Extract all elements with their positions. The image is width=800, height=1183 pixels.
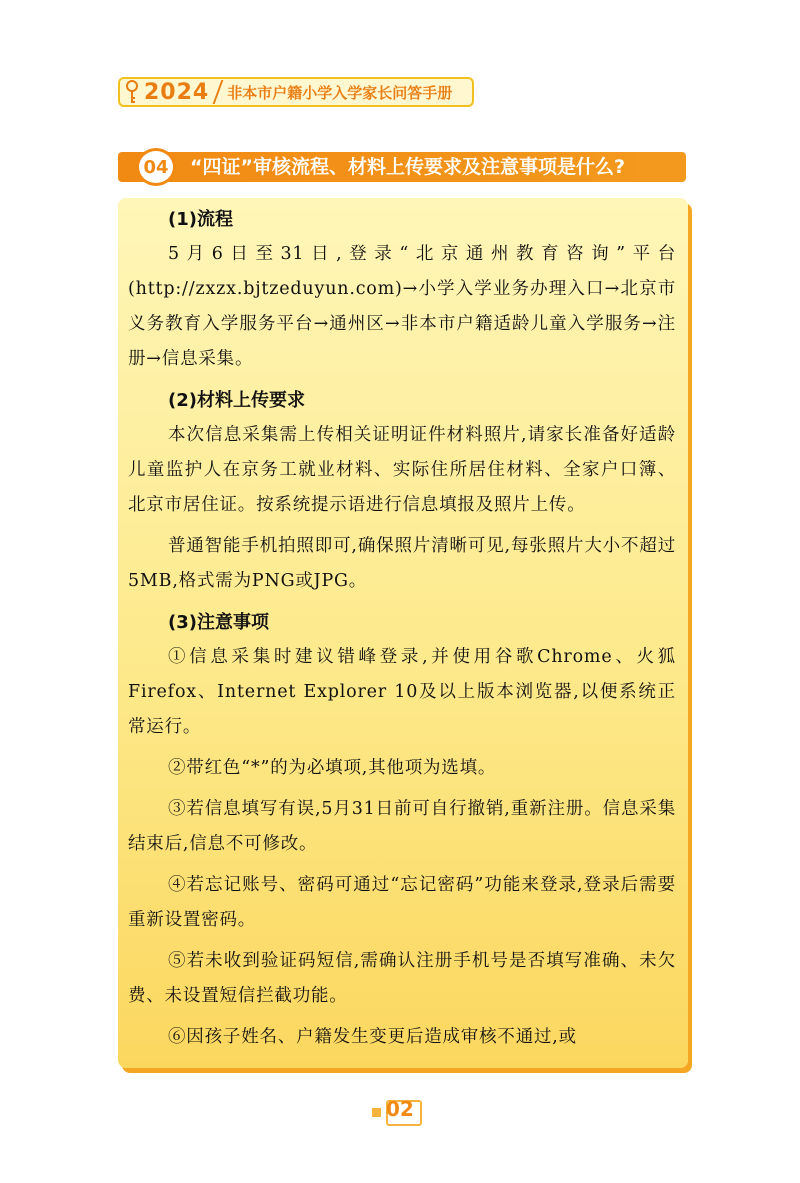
question-number-badge: 04 (136, 148, 176, 186)
paragraph: ④若忘记账号、密码可通过“忘记密码”功能来登录,登录后需要重新设置密码。 (128, 875, 676, 930)
paragraph: ①信息采集时建议错峰登录,并使用谷歌Chrome、火狐Firefox、Internet Explorer 10及以上版本浏览器,以便系统正常运行。 (128, 647, 676, 737)
section-title-upload-requirements: (2)材料上传要求 (168, 390, 305, 411)
answer-content (128, 202, 676, 1055)
header-title: 非本市户籍小学入学家长问答手册 (227, 83, 453, 102)
page-number-ornament (372, 1108, 381, 1117)
paragraph: ②带红色“*”的为必填项,其他项为选填。 (168, 758, 497, 778)
handbook-header-tag (118, 77, 474, 107)
key-icon (124, 79, 140, 105)
paragraph: ③若信息填写有误,5月31日前可自行撤销,重新注册。信息采集结束后,信息不可修改。 (128, 799, 676, 854)
question-title: “四证”审核流程、材料上传要求及注意事项是什么? (190, 156, 625, 178)
page-number: 02 (386, 1097, 414, 1121)
section-title-process: (1)流程 (168, 209, 233, 230)
paragraph: 本次信息采集需上传相关证明证件材料照片,请家长准备好适龄儿童监护人在京务工就业材料、实际住所居住材料、全家户口簿、北京市居住证。按系统提示语进行信息填报及照片上传。 (128, 425, 676, 515)
paragraph: ⑥因孩子姓名、户籍发生变更后造成审核不通过,或 (168, 1027, 577, 1047)
header-year: 2024 (144, 79, 210, 105)
paragraph: 5月6日至31日,登录“北京通州教育咨询”平台(http://zxzx.bjtzeduyun.com)→小学入学业务办理入口→北京市义务教育入学服务平台→通州区→非本市户籍适龄儿童入学服务→注册→信息采集。 (128, 244, 676, 369)
paragraph: ⑤若未收到验证码短信,需确认注册手机号是否填写准确、未欠费、未设置短信拦截功能。 (128, 951, 676, 1006)
paragraph: 普通智能手机拍照即可,确保照片清晰可见,每张照片大小不超过5MB,格式需为PNG或JPG。 (128, 536, 676, 591)
header-divider (213, 80, 224, 104)
section-title-notes: (3)注意事项 (168, 612, 269, 633)
